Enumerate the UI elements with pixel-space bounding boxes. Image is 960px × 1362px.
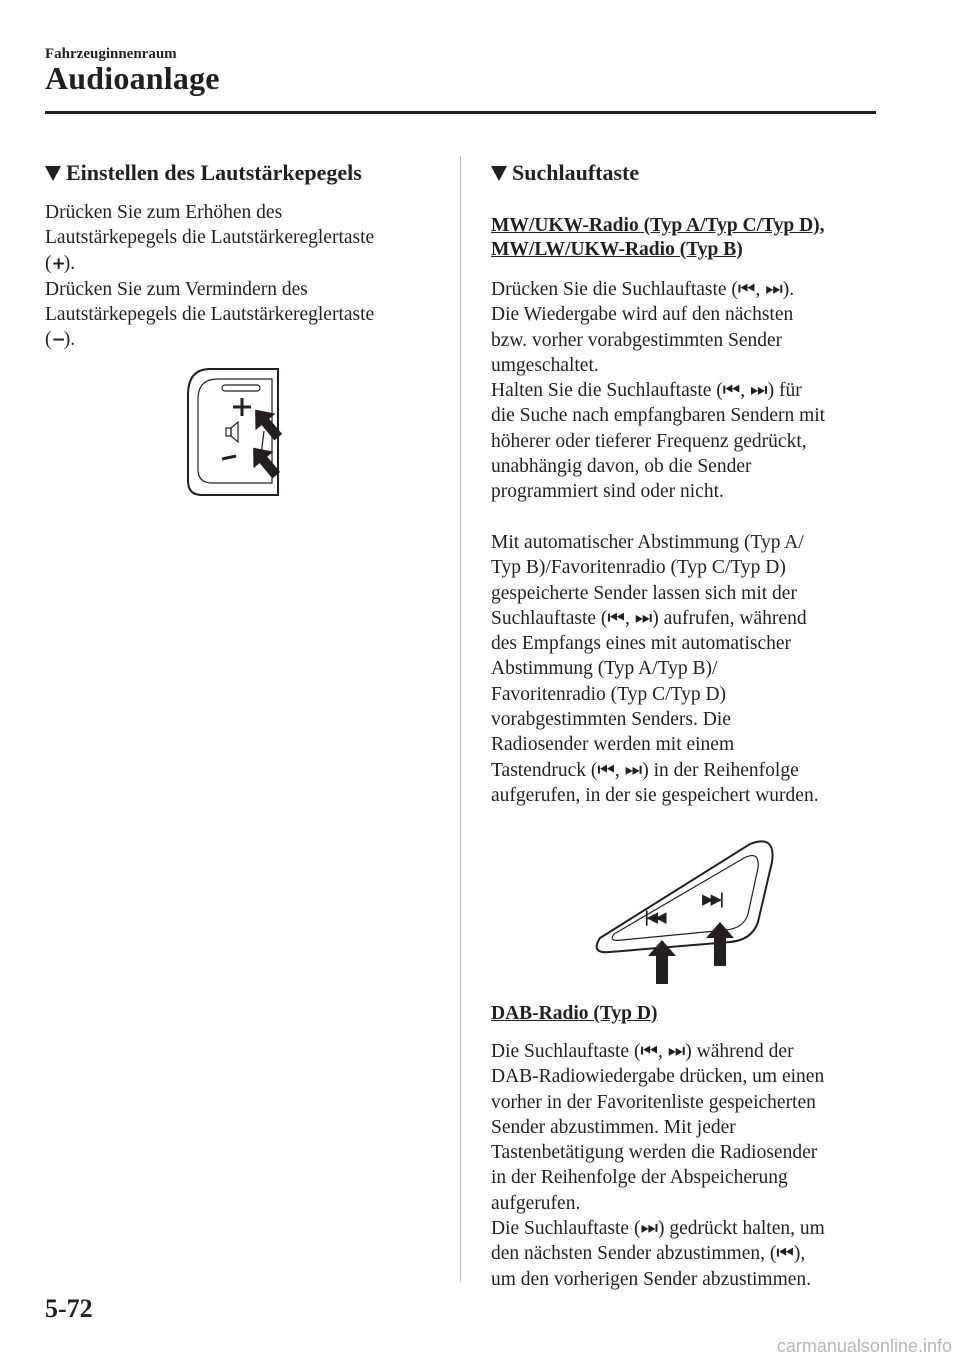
previous-track-icon: |◀◀ bbox=[644, 908, 664, 926]
subheading-line: MW/LW/UKW-Radio (Typ B) bbox=[491, 238, 743, 260]
volume-heading bbox=[45, 160, 362, 186]
volume-plus-icon bbox=[233, 398, 251, 416]
minus-icon: − bbox=[51, 330, 64, 351]
text-line: Lautstärkepegels die Lautstärkereglertaste bbox=[45, 304, 375, 326]
watermark: carmanualsonline.info bbox=[776, 1336, 952, 1356]
arrow-down-icon bbox=[243, 439, 286, 483]
text-line: vorher in der Favoritenliste gespeicherten bbox=[491, 1091, 816, 1113]
text-line: (+). bbox=[45, 252, 76, 274]
text-line: Tastenbetätigung werden die Radiosender bbox=[491, 1142, 818, 1164]
text-line: Halten Sie die Suchlauftaste (⏮, ⏭) für bbox=[491, 380, 802, 402]
text-line: aufgerufen, in der sie gespeichert wurden. bbox=[491, 784, 819, 806]
next-track-icon: ▶▶| bbox=[702, 890, 722, 908]
text-line: bzw. vorher vorabgestimmten Sender bbox=[491, 329, 783, 351]
text-line: die Suche nach empfangbaren Sendern mit bbox=[491, 405, 826, 427]
text-line: Drücken Sie zum Vermindern des bbox=[45, 278, 308, 300]
text-line: Sender abzustimmen. Mit jeder bbox=[491, 1116, 736, 1138]
text-line: Radiosender werden mit einem bbox=[491, 734, 735, 756]
seek-paragraph-1 bbox=[491, 277, 891, 505]
text-line: gespeicherte Sender lassen sich mit der bbox=[491, 582, 797, 604]
speaker-icon bbox=[226, 422, 238, 442]
page-number: 5-72 bbox=[45, 1294, 93, 1323]
text-line: Die Suchlauftaste (⏭) gedrückt halten, um bbox=[491, 1218, 825, 1240]
triangle-bullet-icon bbox=[45, 166, 61, 181]
arrow-up-icon bbox=[245, 401, 288, 445]
text-line: Lautstärkepegels die Lautstärkereglertaste bbox=[45, 227, 375, 249]
column-divider bbox=[460, 156, 461, 1282]
text-line: Typ B)/Favoritenradio (Typ C/Typ D) bbox=[491, 557, 786, 579]
text-line: vorabgestimmten Senders. Die bbox=[491, 709, 731, 731]
text-line: umgeschaltet. bbox=[491, 354, 599, 376]
text-line: den nächsten Sender abzustimmen, (⏮), bbox=[491, 1243, 806, 1265]
text-line: Favoritenradio (Typ C/Typ D) bbox=[491, 683, 727, 705]
text-line: höherer oder tieferer Frequenz gedrückt, bbox=[491, 430, 807, 452]
text-line: unabhängig davon, ob die Sender bbox=[491, 456, 752, 478]
dab-paragraph bbox=[491, 1039, 891, 1292]
volume-heading-text: Einstellen des Lautstärkepegels bbox=[66, 160, 362, 185]
text-line: des Empfangs eines mit automatischer bbox=[491, 633, 792, 655]
radio-subheading bbox=[491, 214, 825, 261]
text-line: Drücken Sie zum Erhöhen des bbox=[45, 202, 283, 223]
text-line: Suchlauftaste (⏮, ⏭) aufrufen, während bbox=[491, 607, 807, 629]
text-line: aufgerufen. bbox=[491, 1192, 581, 1214]
text-line: Abstimmung (Typ A/Typ B)/ bbox=[491, 658, 718, 680]
text-line: Die Wiedergabe wird auf den nächsten bbox=[491, 304, 794, 326]
text-line: (−). bbox=[45, 329, 76, 351]
header-rule bbox=[45, 111, 876, 114]
section-label: Fahrzeuginnenraum bbox=[45, 46, 177, 62]
seek-paragraph-2 bbox=[491, 530, 891, 808]
plus-icon: + bbox=[51, 253, 64, 274]
text-line: Mit automatischer Abstimmung (Typ A/ bbox=[491, 532, 804, 553]
text-line: programmiert sind oder nicht. bbox=[491, 481, 724, 503]
seek-heading-text: Suchlauftaste bbox=[512, 160, 640, 185]
text-line: um den vorherigen Sender abzustimmen. bbox=[491, 1268, 812, 1290]
seek-heading bbox=[491, 160, 639, 186]
triangle-bullet-icon bbox=[491, 166, 507, 181]
volume-minus-icon bbox=[222, 456, 236, 459]
dab-subheading: DAB-Radio (Typ D) bbox=[491, 1003, 658, 1024]
volume-paragraph bbox=[45, 200, 455, 354]
text-line: Tastendruck (⏮, ⏭) in der Reihenfolge bbox=[491, 759, 799, 781]
seek-switch-illustration bbox=[580, 838, 780, 988]
chapter-title: Audioanlage bbox=[45, 60, 220, 96]
subheading-line: MW/UKW-Radio (Typ A/Typ C/Typ D), bbox=[491, 215, 825, 236]
text-line: Drücken Sie die Suchlauftaste (⏮, ⏭). bbox=[491, 279, 795, 300]
volume-switch-illustration bbox=[180, 365, 310, 500]
text-line: DAB-Radiowiedergabe drücken, um einen bbox=[491, 1066, 825, 1088]
text-line: in der Reihenfolge der Abspeicherung bbox=[491, 1167, 788, 1189]
text-line: Die Suchlauftaste (⏮, ⏭) während der bbox=[491, 1041, 794, 1062]
